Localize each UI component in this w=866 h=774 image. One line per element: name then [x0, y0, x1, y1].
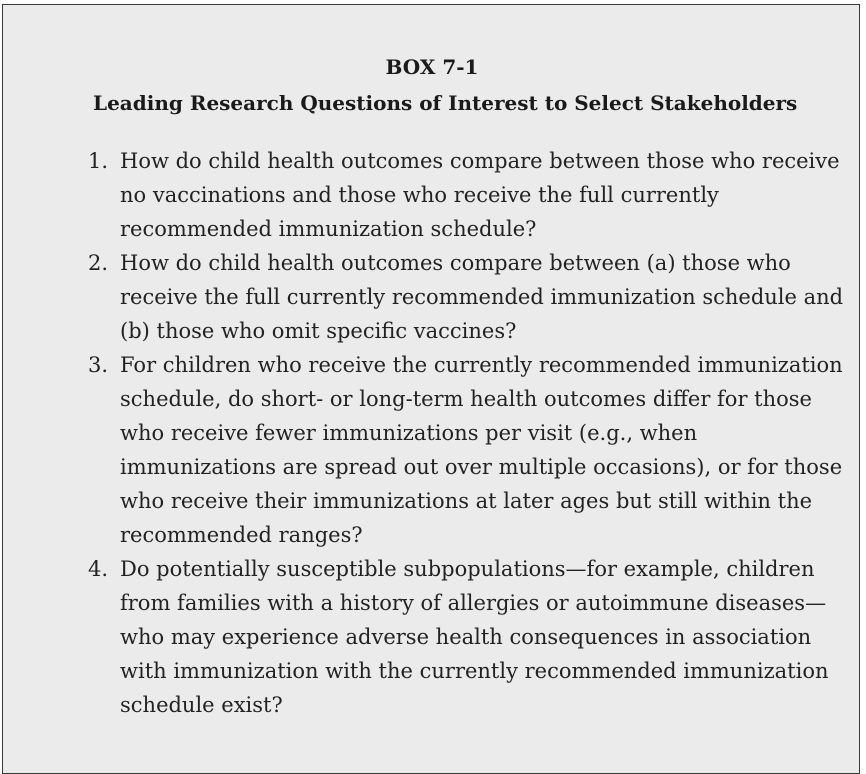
question-line: How do child health outcomes compare between (a) those who	[120, 251, 791, 275]
question-number: 1.	[88, 149, 109, 173]
question-line: recommended ranges?	[120, 523, 363, 547]
question-number: 2.	[88, 251, 109, 275]
question-number: 4.	[88, 557, 109, 581]
question-line: schedule, do short- or long-term health outcomes differ for those	[120, 387, 812, 411]
question-line: from families with a history of allergies or autoimmune diseases—	[120, 591, 827, 615]
question-line: who may experience adverse health consequences in association	[120, 625, 812, 649]
question-text	[120, 246, 858, 348]
question-number: 3.	[88, 353, 109, 377]
question-line: with immunization with the currently recommended immunization	[120, 659, 829, 683]
question-line: receive the full currently recommended immunization schedule and	[120, 285, 844, 309]
question-text	[120, 144, 858, 246]
question-line: schedule exist?	[120, 693, 283, 717]
question-line: immunizations are spread out over multiple occasions), or for those	[120, 455, 843, 479]
question-line: who receive their immunizations at later ages but still within the	[120, 489, 813, 513]
question-line: who receive fewer immunizations per visit (e.g., when	[120, 421, 698, 445]
question-item-2	[88, 246, 858, 348]
question-list	[88, 144, 858, 722]
box-label: BOX 7-1	[385, 55, 479, 79]
text-box	[2, 4, 860, 774]
question-line: (b) those who omit specific vaccines?	[120, 319, 517, 343]
question-item-4	[88, 552, 858, 722]
question-line: How do child health outcomes compare between those who receive	[120, 149, 840, 173]
question-text	[120, 552, 858, 722]
question-line: no vaccinations and those who receive the full currently	[120, 183, 719, 207]
box-title: Leading Research Questions of Interest to Select Stakeholders	[93, 91, 798, 115]
question-line: recommended immunization schedule?	[120, 217, 537, 241]
question-text	[120, 348, 858, 552]
question-item-1	[88, 144, 858, 246]
question-line: For children who receive the currently recommended immunization	[120, 353, 843, 377]
question-item-3	[88, 348, 858, 552]
question-line: Do potentially susceptible subpopulations—for example, children	[120, 557, 815, 581]
